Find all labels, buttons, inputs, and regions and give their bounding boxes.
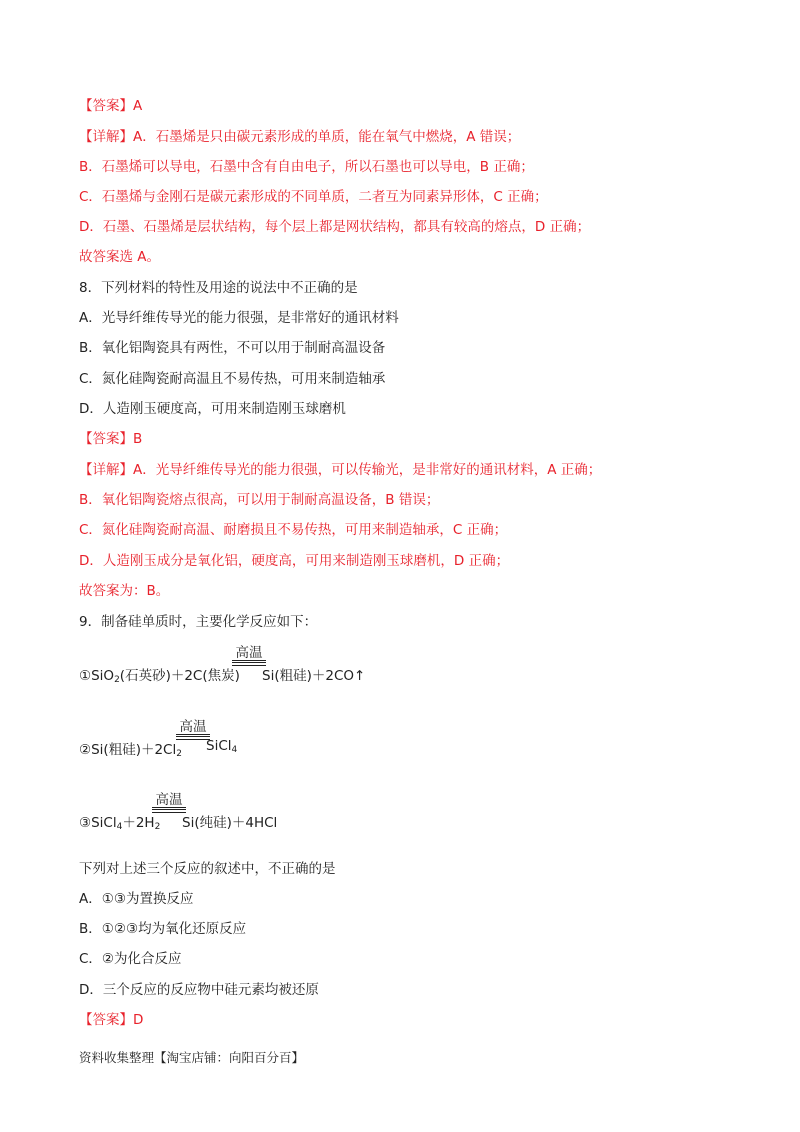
q8-option-c: C．氮化硅陶瓷耐高温且不易传热，可用来制造轴承 [79,371,386,387]
q9-option-d: D．三个反应的反应物中硅元素均被还原 [79,982,319,998]
q8-explain-c: C．氮化硅陶瓷耐高温、耐磨损且不易传热，可用来制造轴承，C 正确； [79,522,508,538]
equation-number: ② [79,742,92,758]
q9-question: 下列对上述三个反应的叙述中，不正确的是 [79,861,336,877]
product: SiCl [206,738,232,754]
subscript: 2 [176,749,182,759]
q7-explain-a: 【详解】A．石墨烯是只由碳元素形成的单质，能在氧气中燃烧，A 错误； [79,129,521,145]
q8-stem: 8．下列材料的特性及用途的说法中不正确的是 [79,280,358,296]
q7-answer: 【答案】A [79,98,143,114]
reactant: SiCl [91,815,117,831]
q9-equation-1 [79,645,479,685]
reaction-arrow [152,807,186,813]
reaction-arrow [176,734,210,740]
page-footer: 资料收集整理【淘宝店铺：向阳百分百】 [79,1050,305,1065]
q9-stem: 9．制备硅单质时，主要化学反应如下： [79,614,318,630]
q9-equation-2 [79,719,379,759]
reactant: Si(粗硅)＋2Cl [91,742,177,758]
q9-equation-3 [79,792,379,832]
q7-explain-b: B．石墨烯可以导电，石墨中含有自由电子，所以石墨也可以导电，B 正确； [79,159,534,175]
subscript: 2 [154,822,161,832]
subscript: 4 [231,745,238,755]
reactant: ＋2H [122,815,155,831]
q9-option-a: A．①③为置换反应 [79,891,194,907]
q8-explain-b: B．氧化铝陶瓷熔点很高，可以用于制耐高温设备，B 错误； [79,492,440,508]
reaction-condition: 高温 [179,719,207,735]
subscript: 2 [114,675,120,685]
q8-explain-a: 【详解】A．光导纤维传导光的能力很强，可以传输光，是非常好的通讯材料，A 正确； [79,462,602,478]
q8-answer: 【答案】B [79,431,143,447]
q8-option-a: A．光导纤维传导光的能力很强，是非常好的通讯材料 [79,310,399,326]
reactant: SiO [91,668,115,684]
q9-option-b: B．①②③均为氧化还原反应 [79,921,247,937]
equation-number: ① [79,668,92,684]
q8-option-b: B．氧化铝陶瓷具有两性，不可以用于制耐高温设备 [79,340,386,356]
reaction-condition: 高温 [155,792,183,808]
reaction-condition: 高温 [235,645,263,661]
reactant: (石英砂)＋2C(焦炭) [119,668,240,684]
product: Si(纯硅)＋4HCl [182,815,278,831]
q9-answer: 【答案】D [79,1012,144,1028]
q9-option-c: C．②为化合反应 [79,951,182,967]
q7-explain-c: C．石墨烯与金刚石是碳元素形成的不同单质，二者互为同素异形体，C 正确； [79,189,548,205]
q8-explain-d: D．人造刚玉成分是氧化铝，硬度高，可用来制造刚玉球磨机，D 正确； [79,553,510,569]
subscript: 4 [116,822,123,832]
q8-conclusion: 故答案为：B。 [79,583,170,599]
equation-number: ③ [79,815,92,831]
q8-option-d: D．人造刚玉硬度高，可用来制造刚玉球磨机 [79,401,346,417]
reaction-arrow [232,660,266,666]
product: Si(粗硅)＋2CO↑ [262,668,366,684]
q7-conclusion: 故答案选 A。 [79,249,161,265]
q7-explain-d: D．石墨、石墨烯是层状结构，每个层上都是网状结构，都具有较高的熔点，D 正确； [79,219,591,235]
